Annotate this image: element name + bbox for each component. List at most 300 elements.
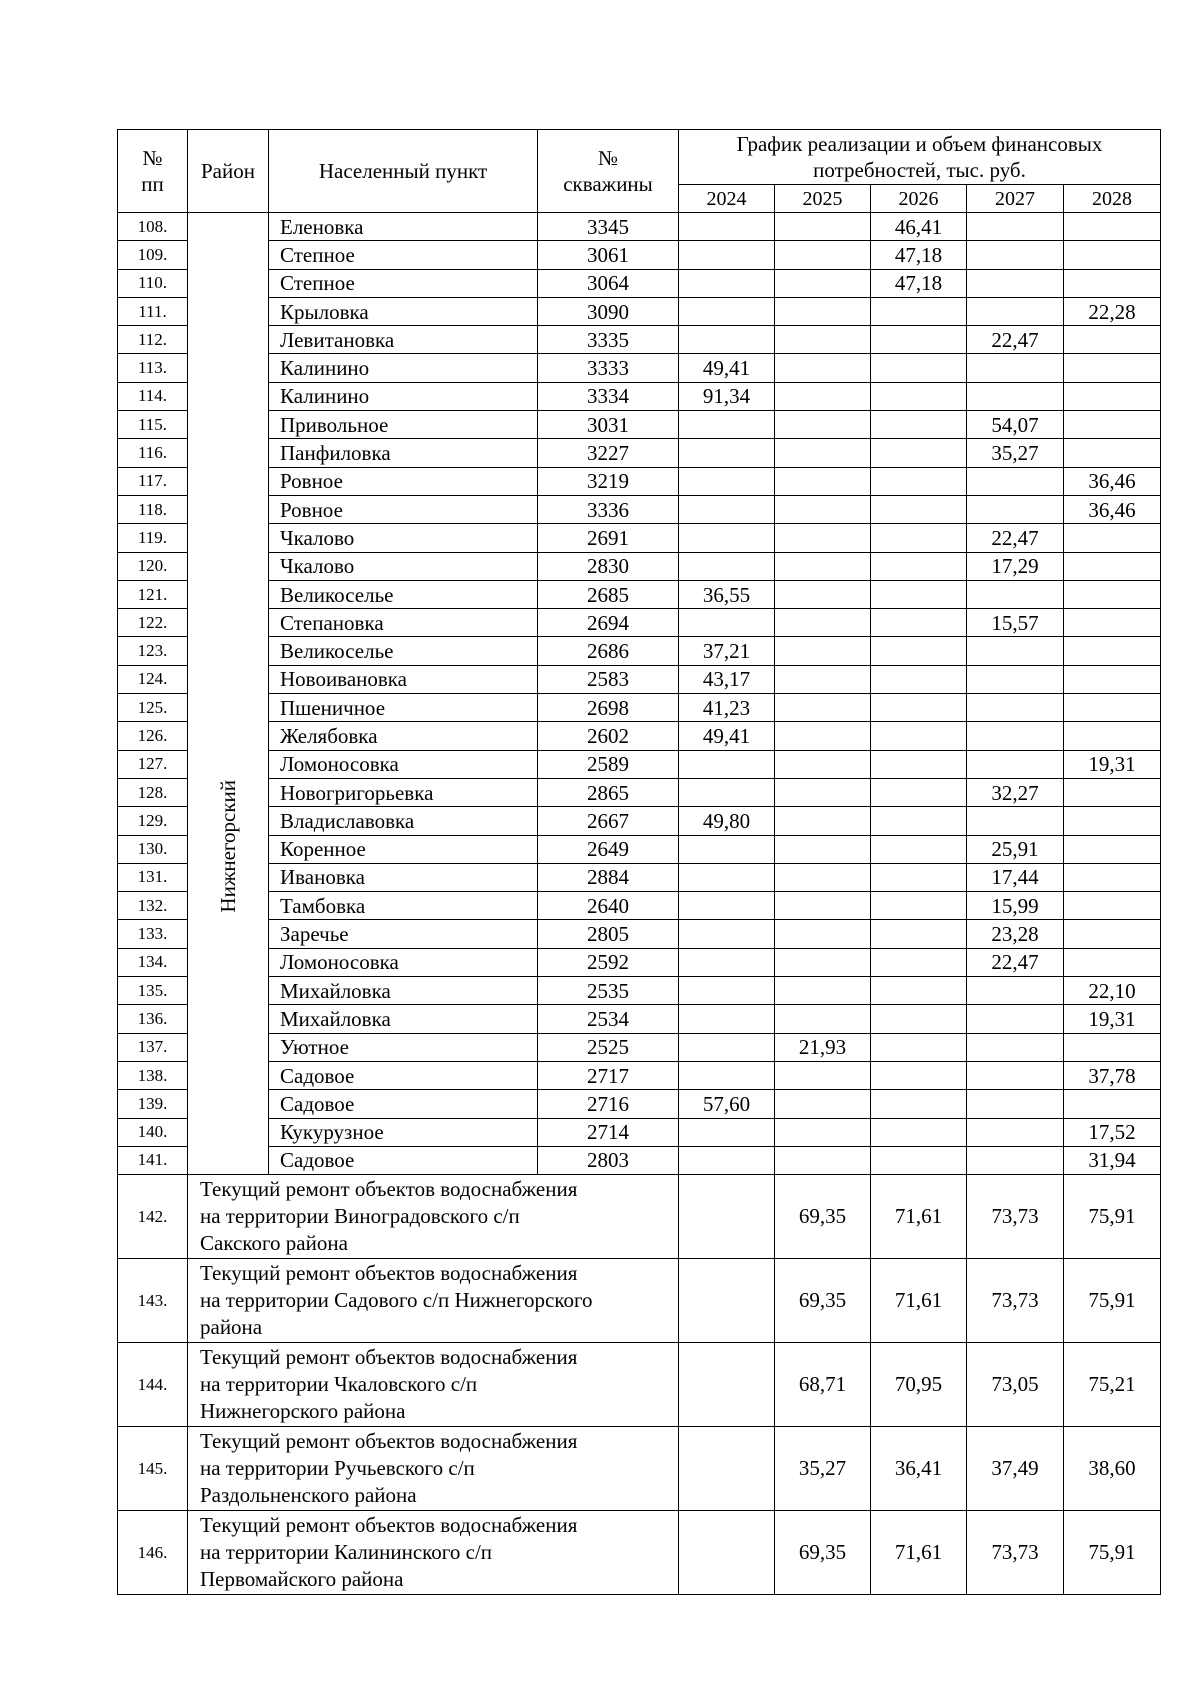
cost-value: 75,91 (1064, 1511, 1161, 1595)
well-number: 2640 (538, 892, 679, 920)
cost-value (967, 354, 1064, 382)
cost-value (775, 835, 871, 863)
cost-value (871, 637, 967, 665)
cost-value: 71,61 (871, 1259, 967, 1343)
cost-value (871, 354, 967, 382)
table-row (118, 778, 1161, 806)
cost-value (1064, 948, 1161, 976)
cost-value (1064, 694, 1161, 722)
cost-value: 47,18 (871, 269, 967, 297)
repair-description: Текущий ремонт объектов водоснабжения на территории Садового с/п Нижнегорского района (188, 1259, 679, 1343)
cost-value (967, 1118, 1064, 1146)
cost-value: 22,47 (967, 326, 1064, 354)
row-number: 115. (118, 411, 188, 439)
cost-value (967, 637, 1064, 665)
table-row (118, 1033, 1161, 1061)
col-district-header: Район (188, 130, 269, 213)
cost-value (871, 750, 967, 778)
row-number: 141. (118, 1146, 188, 1174)
cost-value (1064, 552, 1161, 580)
cost-value: 23,28 (967, 920, 1064, 948)
table-row (118, 524, 1161, 552)
cost-value (871, 778, 967, 806)
table-row (118, 1005, 1161, 1033)
cost-value (871, 863, 967, 891)
cost-value (871, 495, 967, 523)
cost-value (1064, 269, 1161, 297)
cost-value (775, 807, 871, 835)
well-number: 2667 (538, 807, 679, 835)
cost-value: 46,41 (871, 213, 967, 241)
cost-value (871, 580, 967, 608)
cost-value (967, 977, 1064, 1005)
well-number: 2589 (538, 750, 679, 778)
cost-value (967, 580, 1064, 608)
locality-name: Новогригорьевка (269, 778, 538, 806)
cost-value (967, 467, 1064, 495)
cost-value: 57,60 (679, 1090, 775, 1118)
row-number: 122. (118, 609, 188, 637)
repair-description: Текущий ремонт объектов водоснабжения на территории Чкаловского с/п Нижнегорского района (188, 1343, 679, 1427)
cost-value (679, 1343, 775, 1427)
cost-value (871, 694, 967, 722)
well-number: 2865 (538, 778, 679, 806)
cost-value (775, 580, 871, 608)
cost-value (871, 609, 967, 637)
cost-value: 91,34 (679, 382, 775, 410)
table-row (118, 552, 1161, 580)
cost-value: 73,05 (967, 1343, 1064, 1427)
locality-name: Чкалово (269, 524, 538, 552)
row-number: 138. (118, 1061, 188, 1089)
repair-row (118, 1511, 1161, 1595)
cost-value (775, 269, 871, 297)
well-number: 2649 (538, 835, 679, 863)
cost-value (871, 665, 967, 693)
cost-value (1064, 665, 1161, 693)
cost-value (967, 1090, 1064, 1118)
cost-value (679, 977, 775, 1005)
well-number: 2884 (538, 863, 679, 891)
well-number: 3031 (538, 411, 679, 439)
cost-value (871, 1005, 967, 1033)
cost-value (679, 1175, 775, 1259)
cost-value (967, 495, 1064, 523)
cost-value: 25,91 (967, 835, 1064, 863)
table-row (118, 411, 1161, 439)
row-number: 128. (118, 778, 188, 806)
cost-value (775, 920, 871, 948)
row-number: 137. (118, 1033, 188, 1061)
repair-row (118, 1175, 1161, 1259)
locality-name: Садовое (269, 1061, 538, 1089)
header-row (118, 130, 1161, 185)
cost-value (679, 863, 775, 891)
cost-value (1064, 637, 1161, 665)
cost-value: 37,21 (679, 637, 775, 665)
cost-value (967, 694, 1064, 722)
row-number: 118. (118, 495, 188, 523)
repair-row (118, 1343, 1161, 1427)
well-number: 3219 (538, 467, 679, 495)
cost-value (871, 524, 967, 552)
cost-value (679, 1427, 775, 1511)
table-row (118, 467, 1161, 495)
cost-value: 49,41 (679, 722, 775, 750)
row-number: 144. (118, 1343, 188, 1427)
repair-row (118, 1427, 1161, 1511)
cost-value: 49,41 (679, 354, 775, 382)
cost-value (1064, 778, 1161, 806)
locality-name: Михайловка (269, 977, 538, 1005)
col-locality-header: Населенный пункт (269, 130, 538, 213)
well-number: 3061 (538, 241, 679, 269)
cost-value: 19,31 (1064, 750, 1161, 778)
cost-value (679, 609, 775, 637)
cost-value (1064, 807, 1161, 835)
year-header: 2028 (1064, 185, 1161, 213)
well-number: 3335 (538, 326, 679, 354)
row-number: 111. (118, 297, 188, 325)
cost-value: 71,61 (871, 1511, 967, 1595)
table-row (118, 609, 1161, 637)
cost-value (679, 1033, 775, 1061)
well-number: 3336 (538, 495, 679, 523)
well-number: 3064 (538, 269, 679, 297)
cost-value (1064, 609, 1161, 637)
cost-value: 73,73 (967, 1259, 1064, 1343)
table-row (118, 863, 1161, 891)
cost-value (679, 1146, 775, 1174)
row-number: 110. (118, 269, 188, 297)
cost-value (775, 354, 871, 382)
table-row (118, 892, 1161, 920)
cost-value (679, 552, 775, 580)
col-schedule-header: График реализации и объем финансовых потребностей, тыс. руб. (679, 130, 1161, 185)
locality-name: Степановка (269, 609, 538, 637)
year-header: 2025 (775, 185, 871, 213)
cost-value (967, 750, 1064, 778)
district-name: Нижнегорский (216, 780, 240, 913)
cost-value (775, 382, 871, 410)
cost-value (967, 807, 1064, 835)
cost-value: 75,91 (1064, 1259, 1161, 1343)
table-row (118, 213, 1161, 241)
locality-name: Крыловка (269, 297, 538, 325)
well-number: 3227 (538, 439, 679, 467)
cost-value (967, 269, 1064, 297)
cost-value (679, 778, 775, 806)
locality-name: Великоселье (269, 637, 538, 665)
cost-value: 41,23 (679, 694, 775, 722)
cost-value (1064, 241, 1161, 269)
table-row (118, 495, 1161, 523)
cost-value (1064, 1033, 1161, 1061)
cost-value (967, 297, 1064, 325)
cost-value (967, 382, 1064, 410)
cost-value (679, 1118, 775, 1146)
cost-value (1064, 213, 1161, 241)
cost-value (775, 524, 871, 552)
cost-value (679, 948, 775, 976)
table-row (118, 269, 1161, 297)
row-number: 131. (118, 863, 188, 891)
row-number: 108. (118, 213, 188, 241)
table-row (118, 1061, 1161, 1089)
well-number: 3345 (538, 213, 679, 241)
locality-name: Михайловка (269, 1005, 538, 1033)
table-row (118, 580, 1161, 608)
cost-value: 73,73 (967, 1175, 1064, 1259)
cost-value (967, 241, 1064, 269)
cost-value: 70,95 (871, 1343, 967, 1427)
locality-name: Кукурузное (269, 1118, 538, 1146)
cost-value (679, 411, 775, 439)
locality-name: Калинино (269, 382, 538, 410)
locality-name: Желябовка (269, 722, 538, 750)
cost-value (871, 977, 967, 1005)
well-number: 3333 (538, 354, 679, 382)
cost-value (1064, 863, 1161, 891)
locality-name: Привольное (269, 411, 538, 439)
cost-value: 31,94 (1064, 1146, 1161, 1174)
cost-value (871, 892, 967, 920)
cost-value (871, 1033, 967, 1061)
repair-description: Текущий ремонт объектов водоснабжения на территории Ручьевского с/п Раздольненского района (188, 1427, 679, 1511)
well-number: 2535 (538, 977, 679, 1005)
cost-value: 17,44 (967, 863, 1064, 891)
row-number: 132. (118, 892, 188, 920)
locality-name: Левитановка (269, 326, 538, 354)
cost-value (775, 495, 871, 523)
cost-value (679, 439, 775, 467)
year-header: 2024 (679, 185, 775, 213)
locality-name: Тамбовка (269, 892, 538, 920)
cost-value (775, 637, 871, 665)
cost-value: 73,73 (967, 1511, 1064, 1595)
cost-value (775, 665, 871, 693)
row-number: 133. (118, 920, 188, 948)
locality-name: Пшеничное (269, 694, 538, 722)
cost-value: 75,21 (1064, 1343, 1161, 1427)
table-row (118, 694, 1161, 722)
cost-value: 22,28 (1064, 297, 1161, 325)
row-number: 114. (118, 382, 188, 410)
finance-table (117, 129, 1161, 1595)
cost-value: 22,47 (967, 948, 1064, 976)
cost-value (679, 892, 775, 920)
cost-value: 37,49 (967, 1427, 1064, 1511)
cost-value (967, 1061, 1064, 1089)
cost-value (679, 495, 775, 523)
cost-value: 54,07 (967, 411, 1064, 439)
cost-value (775, 977, 871, 1005)
table-row (118, 297, 1161, 325)
cost-value (871, 552, 967, 580)
cost-value (775, 411, 871, 439)
cost-value (775, 722, 871, 750)
cost-value: 49,80 (679, 807, 775, 835)
cost-value: 38,60 (1064, 1427, 1161, 1511)
row-number: 116. (118, 439, 188, 467)
row-number: 130. (118, 835, 188, 863)
col-num-header: № пп (118, 130, 188, 213)
cost-value: 35,27 (967, 439, 1064, 467)
cost-value: 75,91 (1064, 1175, 1161, 1259)
cost-value: 17,52 (1064, 1118, 1161, 1146)
cost-value: 36,46 (1064, 467, 1161, 495)
cost-value (871, 920, 967, 948)
cost-value (775, 241, 871, 269)
row-number: 124. (118, 665, 188, 693)
cost-value: 22,47 (967, 524, 1064, 552)
cost-value (871, 297, 967, 325)
row-number: 113. (118, 354, 188, 382)
locality-name: Калинино (269, 354, 538, 382)
cost-value (871, 326, 967, 354)
row-number: 146. (118, 1511, 188, 1595)
well-number: 2803 (538, 1146, 679, 1174)
well-number: 2717 (538, 1061, 679, 1089)
cost-value (1064, 580, 1161, 608)
cost-value (871, 467, 967, 495)
well-number: 2694 (538, 609, 679, 637)
cost-value (679, 1511, 775, 1595)
year-header: 2026 (871, 185, 967, 213)
well-number: 2525 (538, 1033, 679, 1061)
cost-value: 69,35 (775, 1175, 871, 1259)
locality-name: Ивановка (269, 863, 538, 891)
row-number: 134. (118, 948, 188, 976)
cost-value (775, 213, 871, 241)
table-row (118, 722, 1161, 750)
table-row (118, 948, 1161, 976)
row-number: 139. (118, 1090, 188, 1118)
cost-value (967, 213, 1064, 241)
cost-value (871, 1090, 967, 1118)
cost-value: 43,17 (679, 665, 775, 693)
well-number: 2534 (538, 1005, 679, 1033)
cost-value (775, 1005, 871, 1033)
cost-value (775, 1118, 871, 1146)
locality-name: Еленовка (269, 213, 538, 241)
locality-name: Степное (269, 241, 538, 269)
row-number: 127. (118, 750, 188, 778)
locality-name: Степное (269, 269, 538, 297)
cost-value (679, 241, 775, 269)
locality-name: Садовое (269, 1146, 538, 1174)
cost-value (679, 1005, 775, 1033)
cost-value (967, 722, 1064, 750)
well-number: 2716 (538, 1090, 679, 1118)
repair-description: Текущий ремонт объектов водоснабжения на территории Виноградовского с/п Сакского района (188, 1175, 679, 1259)
table-row (118, 665, 1161, 693)
cost-value (871, 439, 967, 467)
locality-name: Ломоносовка (269, 948, 538, 976)
district-cell (188, 213, 269, 524)
cost-value (775, 948, 871, 976)
col-well-header: № скважины (538, 130, 679, 213)
locality-name: Панфиловка (269, 439, 538, 467)
cost-value: 69,35 (775, 1259, 871, 1343)
well-number: 2714 (538, 1118, 679, 1146)
well-number: 3090 (538, 297, 679, 325)
cost-value (1064, 1090, 1161, 1118)
locality-name: Уютное (269, 1033, 538, 1061)
cost-value (967, 1005, 1064, 1033)
locality-name: Ровное (269, 495, 538, 523)
cost-value (1064, 920, 1161, 948)
row-number: 120. (118, 552, 188, 580)
cost-value (871, 1061, 967, 1089)
table-row (118, 807, 1161, 835)
locality-name: Коренное (269, 835, 538, 863)
cost-value (871, 835, 967, 863)
cost-value: 19,31 (1064, 1005, 1161, 1033)
row-number: 142. (118, 1175, 188, 1259)
district-cell (188, 524, 269, 1175)
cost-value (1064, 382, 1161, 410)
row-number: 123. (118, 637, 188, 665)
cost-value (871, 948, 967, 976)
cost-value (679, 1061, 775, 1089)
locality-name: Великоселье (269, 580, 538, 608)
cost-value (1064, 892, 1161, 920)
well-number: 2691 (538, 524, 679, 552)
cost-value (1064, 354, 1161, 382)
row-number: 143. (118, 1259, 188, 1343)
row-number: 119. (118, 524, 188, 552)
cost-value (679, 524, 775, 552)
cost-value (775, 609, 871, 637)
locality-name: Владиславовка (269, 807, 538, 835)
cost-value (1064, 835, 1161, 863)
cost-value: 71,61 (871, 1175, 967, 1259)
locality-name: Садовое (269, 1090, 538, 1118)
row-number: 121. (118, 580, 188, 608)
row-number: 135. (118, 977, 188, 1005)
cost-value (1064, 524, 1161, 552)
cost-value (1064, 722, 1161, 750)
cost-value (679, 269, 775, 297)
row-number: 109. (118, 241, 188, 269)
cost-value (775, 439, 871, 467)
table-row (118, 241, 1161, 269)
cost-value (775, 297, 871, 325)
cost-value (679, 1259, 775, 1343)
row-number: 125. (118, 694, 188, 722)
cost-value: 68,71 (775, 1343, 871, 1427)
cost-value (679, 467, 775, 495)
cost-value (775, 863, 871, 891)
well-number: 2805 (538, 920, 679, 948)
table-row (118, 326, 1161, 354)
well-number: 3334 (538, 382, 679, 410)
cost-value: 15,57 (967, 609, 1064, 637)
well-number: 2583 (538, 665, 679, 693)
cost-value (775, 326, 871, 354)
cost-value (679, 835, 775, 863)
cost-value: 15,99 (967, 892, 1064, 920)
cost-value (967, 1146, 1064, 1174)
cost-value (775, 1061, 871, 1089)
table-row (118, 354, 1161, 382)
locality-name: Ломоносовка (269, 750, 538, 778)
cost-value (679, 213, 775, 241)
well-number: 2698 (538, 694, 679, 722)
well-number: 2686 (538, 637, 679, 665)
table-row (118, 835, 1161, 863)
